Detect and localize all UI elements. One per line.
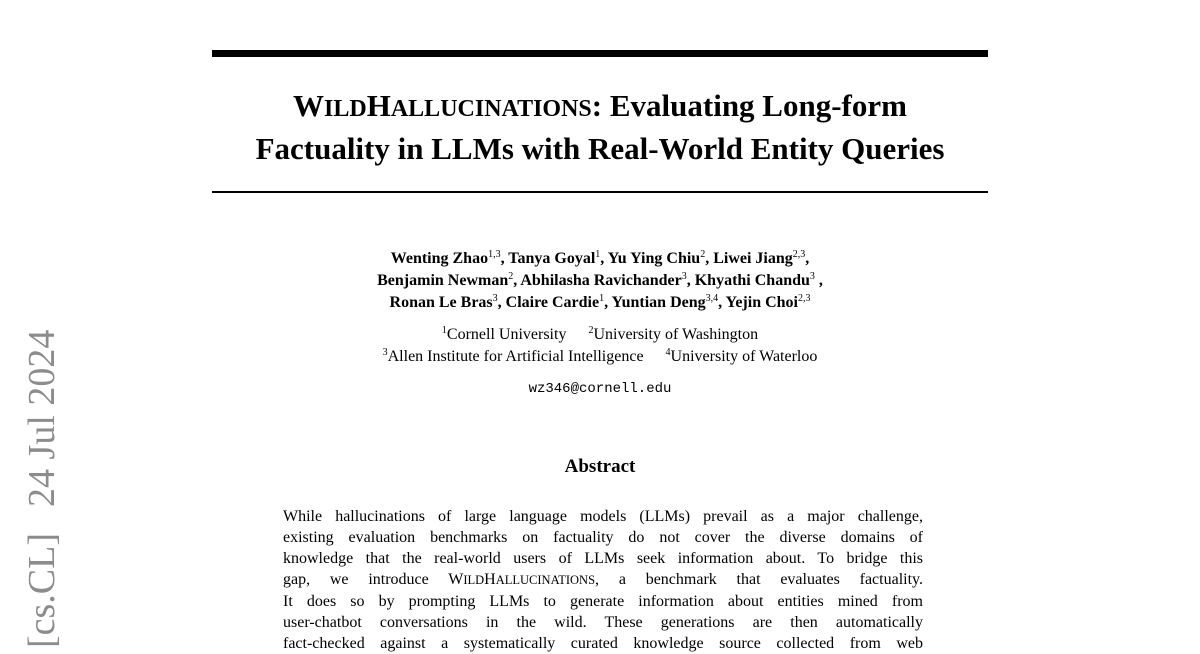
affiliations — [212, 324, 988, 368]
abstract-text — [283, 506, 923, 654]
abstract-line: gap, we introduce WILDHALLUCINATIONS, a benchmark that evaluates factuality. — [283, 571, 924, 588]
author: Tanya Goyal$^1$, — [508, 249, 608, 267]
affiliation-line-1: $^1$Cornell University $^2$University of Washington — [441, 325, 759, 343]
affiliation-ai2: Allen Institute for Artificial Intelligence — [387, 348, 644, 365]
author: Claire Cardie$^1$, — [505, 293, 612, 311]
affiliation-uw: University of Washington — [593, 326, 759, 343]
author: Liwei Jiang$^{2,3}$, — [713, 249, 810, 267]
title-line-1: WILDHALLUCINATIONS: Evaluating Long-form — [293, 88, 907, 123]
affiliation-waterloo: University of Waterloo — [670, 348, 818, 365]
author: Wenting Zhao$^{1,3}$, — [390, 249, 509, 267]
affiliation-cornell: Cornell University — [446, 326, 567, 343]
contact-email[interactable]: wz346@cornell.edu — [528, 381, 672, 397]
arxiv-side-stamp — [16, 330, 68, 648]
author: Yejin Choi$^{2,3}$ — [725, 293, 811, 311]
title-top-rule — [212, 50, 988, 57]
author: Abhilasha Ravichander$^3$, — [520, 271, 695, 289]
title-bottom-rule — [212, 191, 988, 193]
author-line-3 — [212, 292, 988, 314]
abstract-line: user-chatbot conversations in the wild. These generations are then automatically — [283, 614, 923, 631]
author-line-2 — [212, 270, 988, 292]
author-list — [212, 248, 988, 314]
abstract-line: fact-checked against a systematically curated knowledge source collected from web — [283, 635, 923, 652]
author: Yu Ying Chiu$^2$, — [607, 249, 714, 267]
title-line-2: Factuality in LLMs with Real-World Entity Queries — [255, 131, 945, 166]
author: Benjamin Newman$^2$, — [377, 271, 521, 289]
author: Khyathi Chandu$^3$ , — [694, 271, 823, 289]
author: Ronan Le Bras$^3$, — [389, 293, 506, 311]
author-line-1 — [212, 248, 988, 270]
abstract-heading: Abstract — [564, 456, 636, 477]
abstract-line: existing evaluation benchmarks on factuality do not cover the diverse domains of — [283, 529, 923, 546]
paper-title — [212, 86, 988, 168]
abstract-line: While hallucinations of large language models (LLMs) prevail as a major challenge, — [283, 508, 923, 525]
affiliation-line-2: $^3$Allen Institute for Artificial Intelligence $^4$University of Waterloo — [382, 347, 818, 365]
abstract-line: It does so by prompting LLMs to generate information about entities mined from — [283, 593, 923, 610]
author: Yuntian Deng$^{3,4}$, — [611, 293, 726, 311]
abstract-line: knowledge that the real-world users of LLMs seek information about. To bridge this — [283, 550, 923, 567]
arxiv-category: [cs.CL] — [21, 532, 63, 648]
arxiv-date: 24 Jul 2024 — [21, 329, 63, 507]
